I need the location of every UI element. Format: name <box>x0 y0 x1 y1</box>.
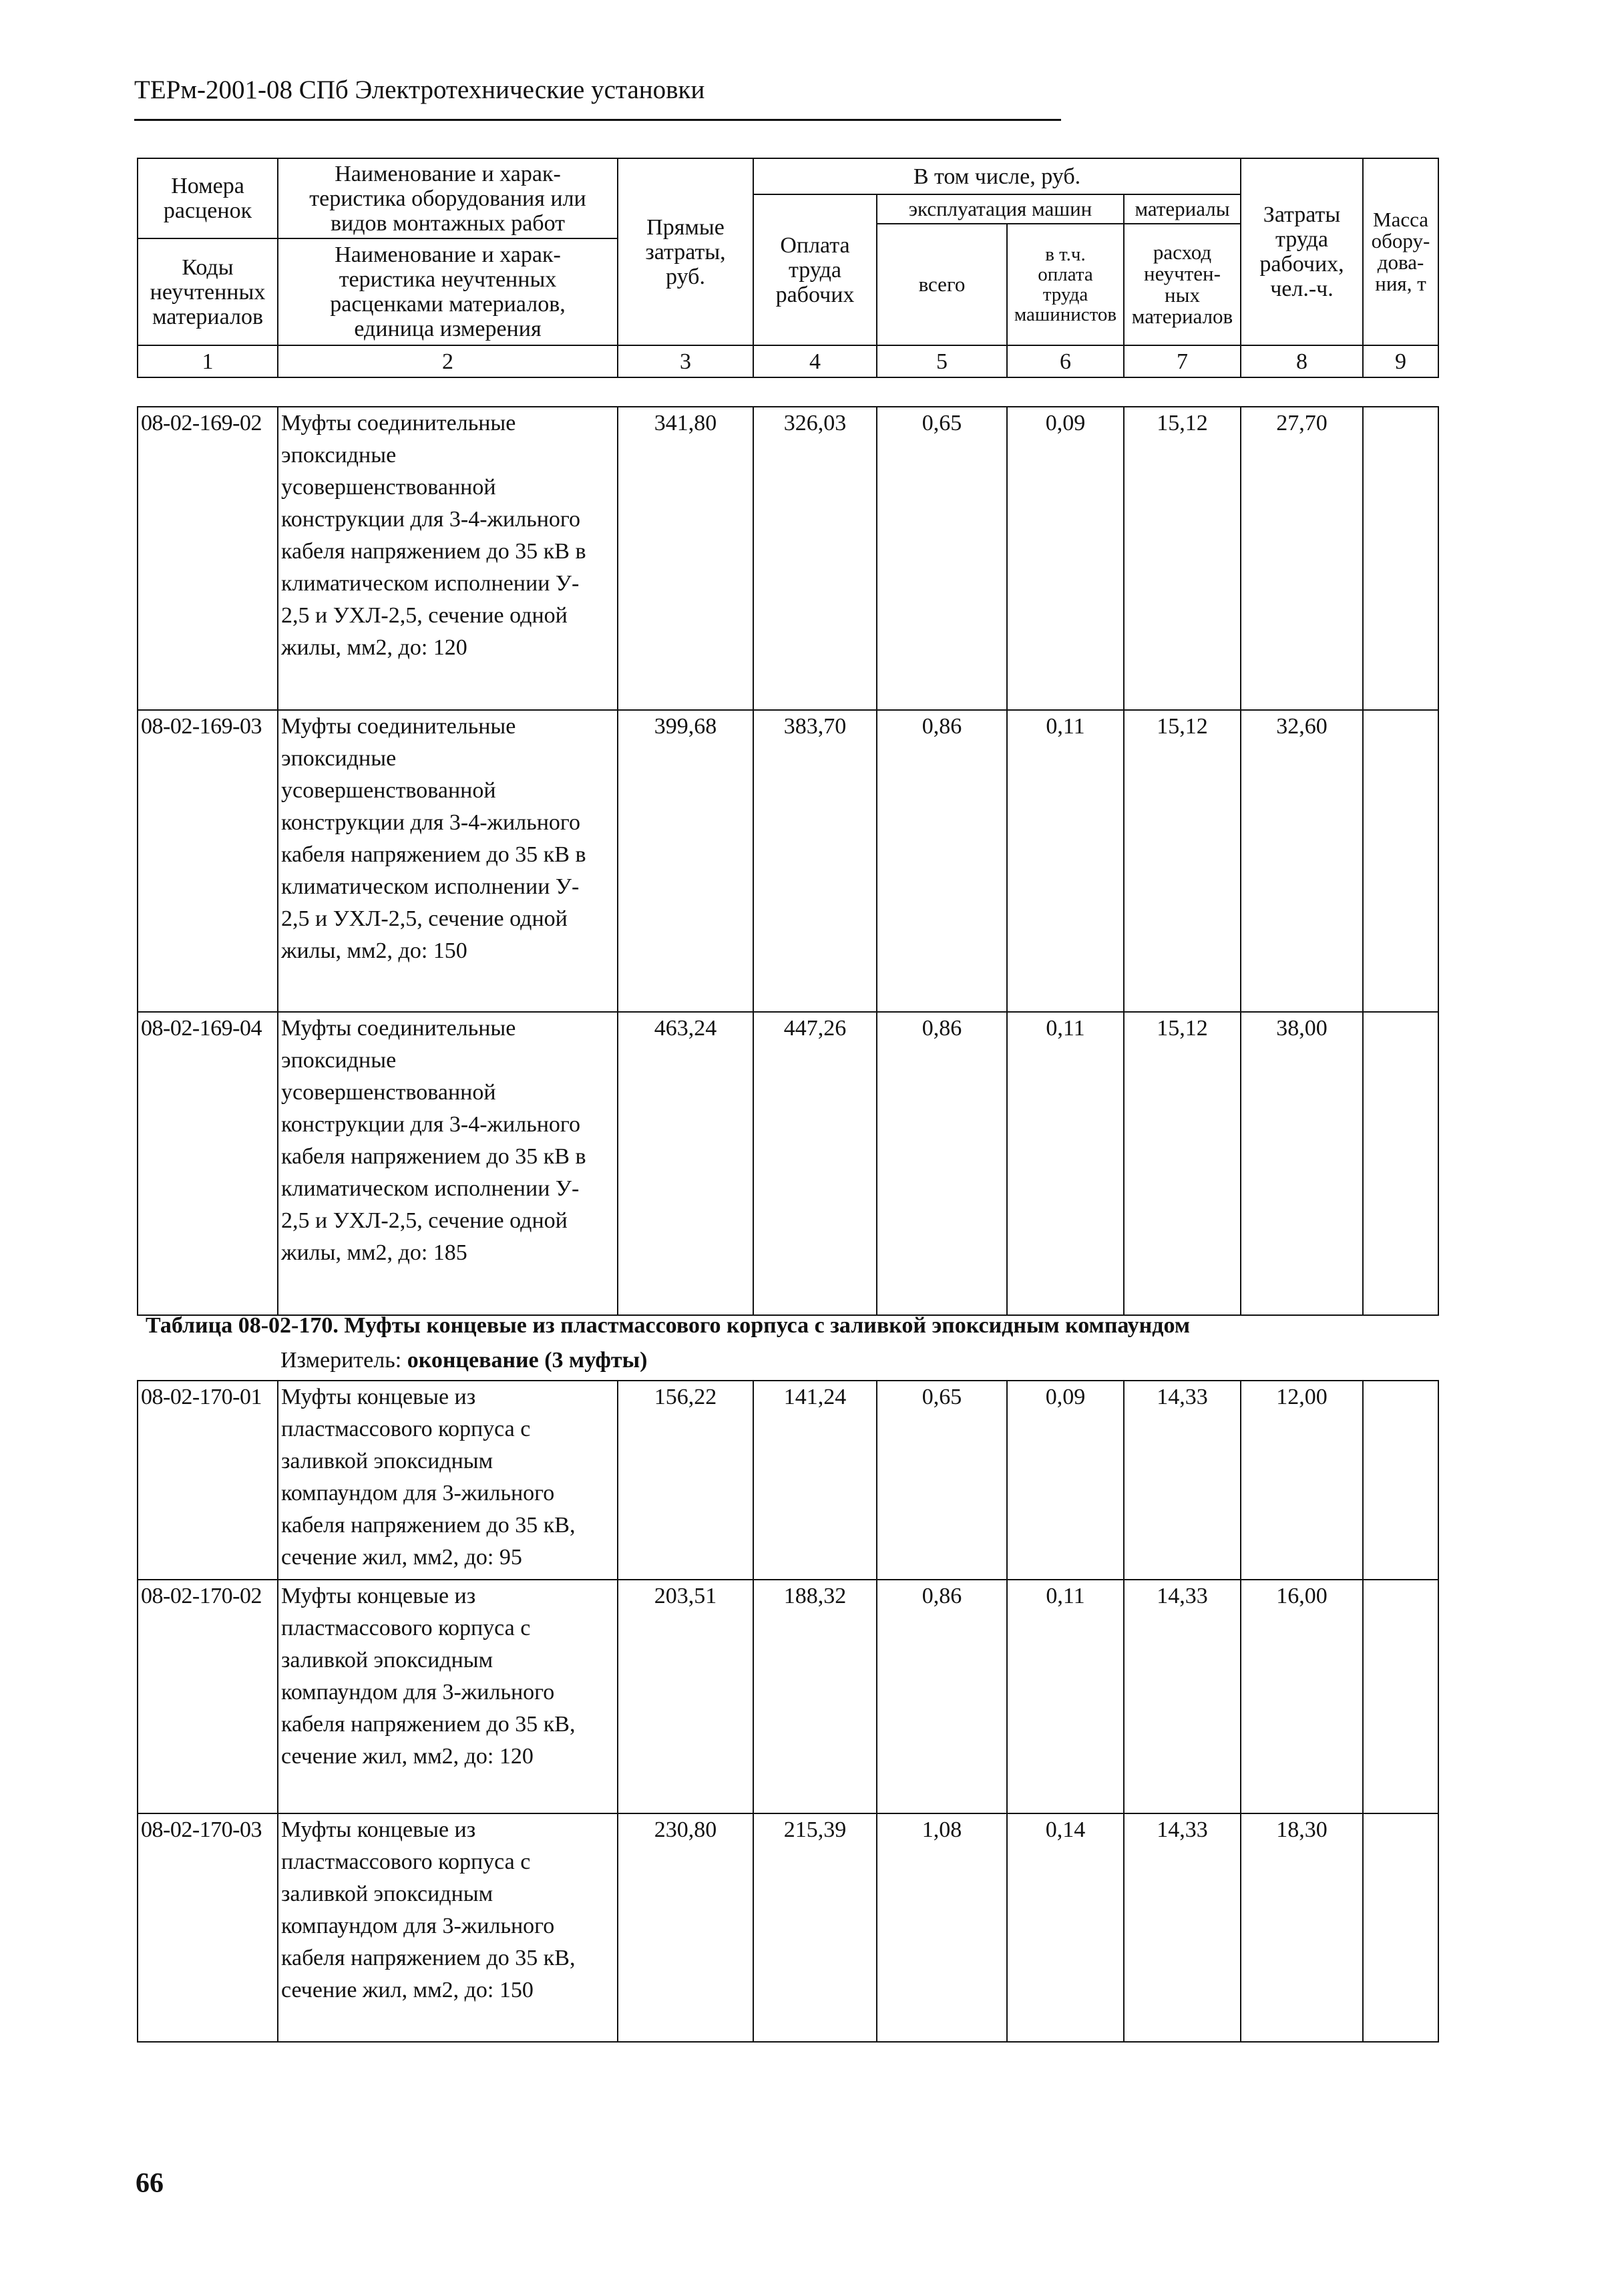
materials-value: 14,33 <box>1124 1580 1241 1813</box>
text-line: пластмассового корпуса с <box>281 1849 531 1874</box>
column-header-table <box>137 158 1439 378</box>
meter-value: оконцевание (3 муфты) <box>407 1348 648 1373</box>
text-line: Муфты концевые из <box>281 1385 476 1409</box>
labor-pay-value: 141,24 <box>753 1381 877 1580</box>
text-line: сечение жил, мм2, до: 120 <box>281 1744 534 1769</box>
text-line: заливкой эпоксидным <box>281 1648 493 1672</box>
machinist-pay-value: 0,11 <box>1007 1580 1124 1813</box>
text-line: единица измерения <box>354 317 542 341</box>
column-number: 9 <box>1363 345 1438 377</box>
machines-total-value: 0,86 <box>877 710 1007 1012</box>
text-line: усовершенствованной <box>281 475 496 500</box>
running-title: ТЕРм-2001-08 СПб Электротехнические установки <box>134 75 705 104</box>
labor-pay-value: 215,39 <box>753 1813 877 2042</box>
work-description <box>278 1381 618 1580</box>
text-line: рабочих <box>775 282 855 307</box>
text-line: Муфты соединительные <box>281 714 516 739</box>
text-line: сечение жил, мм2, до: 95 <box>281 1545 522 1570</box>
text-line: кабеля напряжением до 35 кВ в <box>281 1144 586 1169</box>
work-description <box>278 1012 618 1315</box>
labor-pay-value: 383,70 <box>753 710 877 1012</box>
text-line: Затраты <box>1263 202 1341 227</box>
text-line: материалов <box>152 304 264 329</box>
text-line: дова- <box>1377 250 1424 274</box>
text-line: компаундом для 3-жильного <box>281 1481 555 1506</box>
text-line: пластмассового корпуса с <box>281 1417 531 1441</box>
machinist-pay-value: 0,11 <box>1007 710 1124 1012</box>
text-line: Муфты соединительные <box>281 411 516 435</box>
machinist-pay-value: 0,11 <box>1007 1012 1124 1315</box>
text-line: 2,5 и УХЛ-2,5, сечение одной <box>281 603 568 628</box>
text-line: Муфты концевые из <box>281 1584 476 1608</box>
materials-value: 14,33 <box>1124 1381 1241 1580</box>
machines-group-heading: эксплуатация машин <box>877 194 1124 224</box>
text-line: неучтенных <box>150 279 266 305</box>
direct-costs-value: 463,24 <box>618 1012 753 1315</box>
equipment-mass-value <box>1363 1813 1438 2042</box>
text-line: усовершенствованной <box>281 1080 496 1105</box>
labor-hours-value: 32,60 <box>1241 710 1363 1012</box>
text-line: теристика неучтенных <box>339 267 557 292</box>
equipment-mass-value <box>1363 407 1438 710</box>
col-work-name-heading <box>278 158 618 238</box>
direct-costs-value: 156,22 <box>618 1381 753 1580</box>
text-line: ных <box>1165 283 1200 307</box>
materials-value: 14,33 <box>1124 1813 1241 2042</box>
text-line: видов монтажных работ <box>330 210 565 236</box>
text-line: оплата <box>1038 264 1093 285</box>
text-line: пластмассового корпуса с <box>281 1616 531 1640</box>
work-description <box>278 710 618 1012</box>
machines-total-value: 1,08 <box>877 1813 1007 2042</box>
col-unaccounted-materials-heading <box>1124 224 1241 345</box>
text-line: жилы, мм2, до: 185 <box>281 1240 467 1265</box>
machinist-pay-value: 0,09 <box>1007 1381 1124 1580</box>
text-line: Оплата <box>780 232 850 258</box>
text-line: эпоксидные <box>281 443 397 468</box>
text-line: труда <box>1275 227 1329 252</box>
text-line: кабеля напряжением до 35 кВ, <box>281 1712 576 1737</box>
text-line: труда <box>788 257 842 283</box>
rate-code: 08-02-169-03 <box>138 710 278 1012</box>
rates-table-169 <box>137 406 1439 1316</box>
text-line: расход <box>1153 240 1212 264</box>
text-line: 2,5 и УХЛ-2,5, сечение одной <box>281 906 568 931</box>
text-line: климатическом исполнении У- <box>281 874 580 899</box>
text-line: конструкции для 3-4-жильного <box>281 810 581 835</box>
table-row <box>138 1381 1438 1580</box>
column-numbers-row <box>138 345 1438 377</box>
col-direct-costs-heading <box>618 158 753 345</box>
text-line: кабеля напряжением до 35 кВ в <box>281 842 586 867</box>
materials-value: 15,12 <box>1124 407 1241 710</box>
column-number: 6 <box>1007 345 1124 377</box>
materials-group-heading: материалы <box>1124 194 1241 224</box>
text-line: труда <box>1042 284 1088 305</box>
col-material-codes-heading <box>138 238 278 345</box>
rate-code: 08-02-170-03 <box>138 1813 278 2042</box>
section-title: Таблица 08-02-170. Муфты концевые из пластмассового корпуса с заливкой эпоксидным компаундом <box>146 1313 1190 1338</box>
text-line: жилы, мм2, до: 150 <box>281 938 467 963</box>
text-line: конструкции для 3-4-жильного <box>281 1112 581 1137</box>
labor-hours-value: 27,70 <box>1241 407 1363 710</box>
rate-code: 08-02-170-01 <box>138 1381 278 1580</box>
column-number: 1 <box>138 345 278 377</box>
column-number: 5 <box>877 345 1007 377</box>
text-line: кабеля напряжением до 35 кВ, <box>281 1513 576 1538</box>
text-line: неучтен- <box>1144 262 1221 285</box>
text-line: Муфты концевые из <box>281 1817 476 1842</box>
labor-hours-value: 16,00 <box>1241 1580 1363 1813</box>
text-line: Наименование и харак- <box>335 242 561 267</box>
work-description <box>278 1580 618 1813</box>
table-row <box>138 710 1438 1012</box>
text-line: жилы, мм2, до: 120 <box>281 635 467 660</box>
direct-costs-value: 203,51 <box>618 1580 753 1813</box>
materials-value: 15,12 <box>1124 710 1241 1012</box>
col-equipment-mass-heading <box>1363 158 1438 345</box>
text-line: затраты, <box>645 239 726 265</box>
text-line: эпоксидные <box>281 746 397 771</box>
column-number: 2 <box>278 345 618 377</box>
meter-label: Измеритель: <box>280 1348 402 1373</box>
rate-code: 08-02-169-02 <box>138 407 278 710</box>
text-line: Муфты соединительные <box>281 1016 516 1041</box>
machines-total-value: 0,65 <box>877 407 1007 710</box>
text-line: руб. <box>666 264 705 289</box>
direct-costs-value: 230,80 <box>618 1813 753 2042</box>
page-number: 66 <box>136 2168 164 2199</box>
table-row <box>138 1813 1438 2042</box>
labor-pay-value: 447,26 <box>753 1012 877 1315</box>
column-number: 7 <box>1124 345 1241 377</box>
labor-hours-value: 12,00 <box>1241 1381 1363 1580</box>
header-rule <box>134 119 1061 121</box>
col-labor-pay-heading <box>753 194 877 345</box>
text-line: сечение жил, мм2, до: 150 <box>281 1978 534 2002</box>
machines-total-value: 0,65 <box>877 1381 1007 1580</box>
table-row <box>138 1012 1438 1315</box>
text-line: чел.-ч. <box>1270 277 1334 301</box>
text-line: заливкой эпоксидным <box>281 1449 493 1473</box>
text-line: климатическом исполнении У- <box>281 571 580 596</box>
labor-pay-value: 326,03 <box>753 407 877 710</box>
equipment-mass-value <box>1363 1012 1438 1315</box>
col-material-name-heading <box>278 238 618 345</box>
col-labor-hours-heading <box>1241 158 1363 345</box>
table-row <box>138 1580 1438 1813</box>
work-description <box>278 1813 618 2042</box>
equipment-mass-value <box>1363 1580 1438 1813</box>
text-line: компаундом для 3-жильного <box>281 1680 555 1705</box>
machines-total-value: 0,86 <box>877 1580 1007 1813</box>
rate-code: 08-02-169-04 <box>138 1012 278 1315</box>
text-line: кабеля напряжением до 35 кВ в <box>281 539 586 564</box>
text-line: машинистов <box>1014 304 1117 325</box>
table-row <box>138 407 1438 710</box>
text-line: Масса <box>1373 208 1428 231</box>
text-line: Коды <box>182 254 234 280</box>
text-line: в т.ч. <box>1045 244 1086 265</box>
machinist-pay-value: 0,14 <box>1007 1813 1124 2042</box>
text-line: материалов <box>1131 305 1233 328</box>
labor-hours-value: 18,30 <box>1241 1813 1363 2042</box>
materials-value: 15,12 <box>1124 1012 1241 1315</box>
direct-costs-value: 399,68 <box>618 710 753 1012</box>
labor-hours-value: 38,00 <box>1241 1012 1363 1315</box>
text-line: теристика оборудования или <box>309 186 586 211</box>
text-line: обору- <box>1371 229 1430 252</box>
rate-code: 08-02-170-02 <box>138 1580 278 1813</box>
text-line: Наименование и харак- <box>335 161 561 186</box>
col-machinist-pay-heading <box>1007 224 1124 345</box>
column-number: 4 <box>753 345 877 377</box>
text-line: эпоксидные <box>281 1048 397 1073</box>
text-line: кабеля напряжением до 35 кВ, <box>281 1946 576 1970</box>
direct-costs-value: 341,80 <box>618 407 753 710</box>
work-description <box>278 407 618 710</box>
col-rate-numbers-heading <box>138 158 278 238</box>
meter-line <box>280 1348 647 1373</box>
text-line: климатическом исполнении У- <box>281 1176 580 1201</box>
equipment-mass-value <box>1363 710 1438 1012</box>
equipment-mass-value <box>1363 1381 1438 1580</box>
column-number: 8 <box>1241 345 1363 377</box>
text-line: Номера <box>171 174 244 198</box>
text-line: расценок <box>163 198 252 223</box>
rates-table-170 <box>137 1380 1439 2043</box>
text-line: Прямые <box>646 214 725 240</box>
text-line: компаундом для 3-жильного <box>281 1914 555 1938</box>
column-number: 3 <box>618 345 753 377</box>
including-group-heading: В том числе, руб. <box>753 158 1241 194</box>
text-line: ния, т <box>1375 272 1426 295</box>
machines-total-value: 0,86 <box>877 1012 1007 1315</box>
machinist-pay-value: 0,09 <box>1007 407 1124 710</box>
text-line: усовершенствованной <box>281 778 496 803</box>
col-machines-total-heading: всего <box>877 224 1007 345</box>
labor-pay-value: 188,32 <box>753 1580 877 1813</box>
text-line: расценками материалов, <box>330 292 566 317</box>
text-line: 2,5 и УХЛ-2,5, сечение одной <box>281 1208 568 1233</box>
text-line: заливкой эпоксидным <box>281 1882 493 1906</box>
text-line: рабочих, <box>1259 252 1344 277</box>
text-line: конструкции для 3-4-жильного <box>281 507 581 532</box>
